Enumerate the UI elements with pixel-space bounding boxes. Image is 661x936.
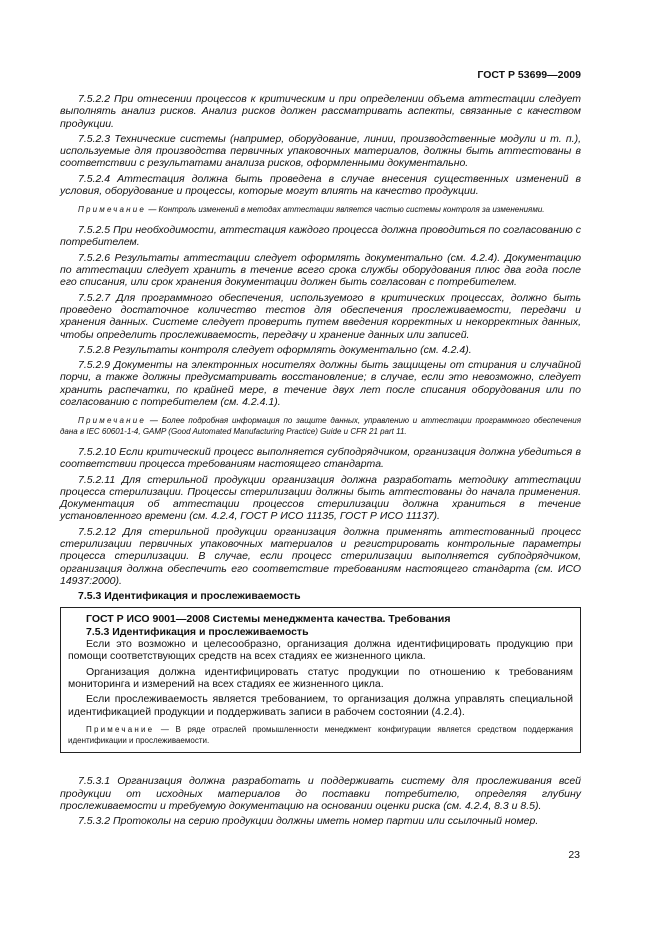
note-text: — Контроль изменений в методах аттестации является частью системы контроля за изменениями. [148,205,545,215]
paragraph-7-5-2-9: 7.5.2.9 Документы на электронных носителях должны быть защищены от стирания и случайной порчи, а также должны предусматривать восстановление; в случае, если это невозможно, следует хранить распечатки, по крайней мере, в течение двух лет после списания оборудования или по согласованию с потребителем (см. 4.2.4.1). [60,359,581,409]
paragraph-7-5-2-8: 7.5.2.8 Результаты контроля следует оформлять документально (см. 4.2.4). [78,343,472,356]
section-heading-7-5-3: 7.5.3 Идентификация и прослеживаемость [78,590,301,603]
paragraph-7-5-2-3: 7.5.2.3 Технические системы (например, оборудование, линии, производственные модули и т. п.), используемые для производства первичных упаковочных материалов, должны быть аттестованы в соответствии с результатами анализа рисков, оформленными документально. [60,132,581,170]
box-paragraph: Если прослеживаемость является требованием, то организация должна управлять специальной идентификацией продукции и поддерживать записи в рабочем состоянии (4.2.4). [68,693,573,718]
paragraph-7-5-2-4: 7.5.2.4 Аттестация должна быть проведена в случае внесения существенных изменений в условия, оборудование и процессы, которые могут влиять на качество продукции. [60,172,581,198]
paragraph-7-5-2-12: 7.5.2.12 Для стерильной продукции организация должна применять аттестованный процесс стерилизации первичных упаковочных материалов и регистрировать контрольные параметры процесса стерилизации. В случае, если процесс стерилизации выполняется субподрядчиком, организация должна обеспечить его соответствие требованиям настоящего стандарта (см. ИСО 14937:2000). [60,525,581,587]
box-subheading: 7.5.3 Идентификация и прослеживаемость [86,625,309,638]
paragraph-7-5-2-6: 7.5.2.6 Результаты аттестации следует оформлять документально (см. 4.2.4). Документацию по аттестации следует хранить в течение всего срока службы оборудования плюс два года после его списания, или срок хранения документации должен быть согласован с потребителем. [60,251,581,289]
document-header: ГОСТ Р 53699—2009 [477,69,581,81]
paragraph-7-5-3-1: 7.5.3.1 Организация должна разработать и поддерживать систему для прослеживания всей продукции от исходных материалов до поставки потребителю, определяя глубину прослеживаемости и требуемую документацию на основании оценки риска (см. 4.2.4, 8.3 и 8.5). [60,775,581,813]
note-text: — В ряде отраслей промышленности менеджмент конфигурации является средством поддержания идентификации и прослеживаемости. [68,724,573,745]
note-text: — Более подробная информация по защите данных, управлению и аттестации программного обеспечения дана в IEC 60601-1-4, GAMP (Good Automated Manufacturing Practice) Guide и CFR 21 part 11. [60,416,581,437]
note-data-protection [60,416,581,438]
note-label: Примечание [78,416,147,426]
box-title: ГОСТ Р ИСО 9001—2008 Системы менеджмента качества. Требования [86,613,451,626]
paragraph-7-5-2-7: 7.5.2.7 Для программного обеспечения, используемого в критических процессах, должно быть проведено достаточное количество тестов для обеспечения прослеживаемости, передачи и хранения данных. Системе следует проверить путем введения корректных и некорректных данных, чтобы определить прослеживаемость, передачу и хранение данных или записей. [60,291,581,341]
paragraph-7-5-2-10: 7.5.2.10 Если критический процесс выполняется субподрядчиком, организация должна убедиться в соответствии процесса требованиям настоящего стандарта. [60,445,581,471]
note-label: Примечание [78,205,147,215]
paragraph-7-5-2-2: 7.5.2.2 При отнесении процессов к критическим и при определении объема аттестации следует выполнять анализ рисков. Анализ рисков должен рассматривать аспекты, связанные с качеством продукции. [60,93,581,130]
paragraph-7-5-3-2: 7.5.3.2 Протоколы на серию продукции должны иметь номер партии или ссылочный номер. [78,815,539,828]
page-number: 23 [568,849,580,861]
box-paragraph: Организация должна идентифицировать статус продукции по отношению к требованиям мониторинга и измерений на всех стадиях ее жизненного цикла. [68,665,573,690]
note-label: Примечание [86,724,155,734]
box-note [68,725,573,747]
document-body [60,93,581,828]
box-paragraph: Если это возможно и целесообразно, организация должна идентифицировать продукцию при помощи соответствующих средств на всех стадиях ее жизненного цикла. [68,638,573,663]
quoted-standard-box [60,607,581,753]
paragraph-7-5-2-5: 7.5.2.5 При необходимости, аттестация каждого процесса должна проводиться по согласованию с потребителем. [60,224,581,249]
note-change-control [60,205,581,216]
paragraph-7-5-2-11: 7.5.2.11 Для стерильной продукции организация должна разработать методику аттестации процесса стерилизации. Процессы стерилизации должны быть аттестованы до начала применения. Документация об аттестации процессов стерилизации должна храниться в течение установленного времени (см. 4.2.4, ГОСТ Р ИСО 11135, ГОСТ Р ИСО 11137). [60,473,581,523]
